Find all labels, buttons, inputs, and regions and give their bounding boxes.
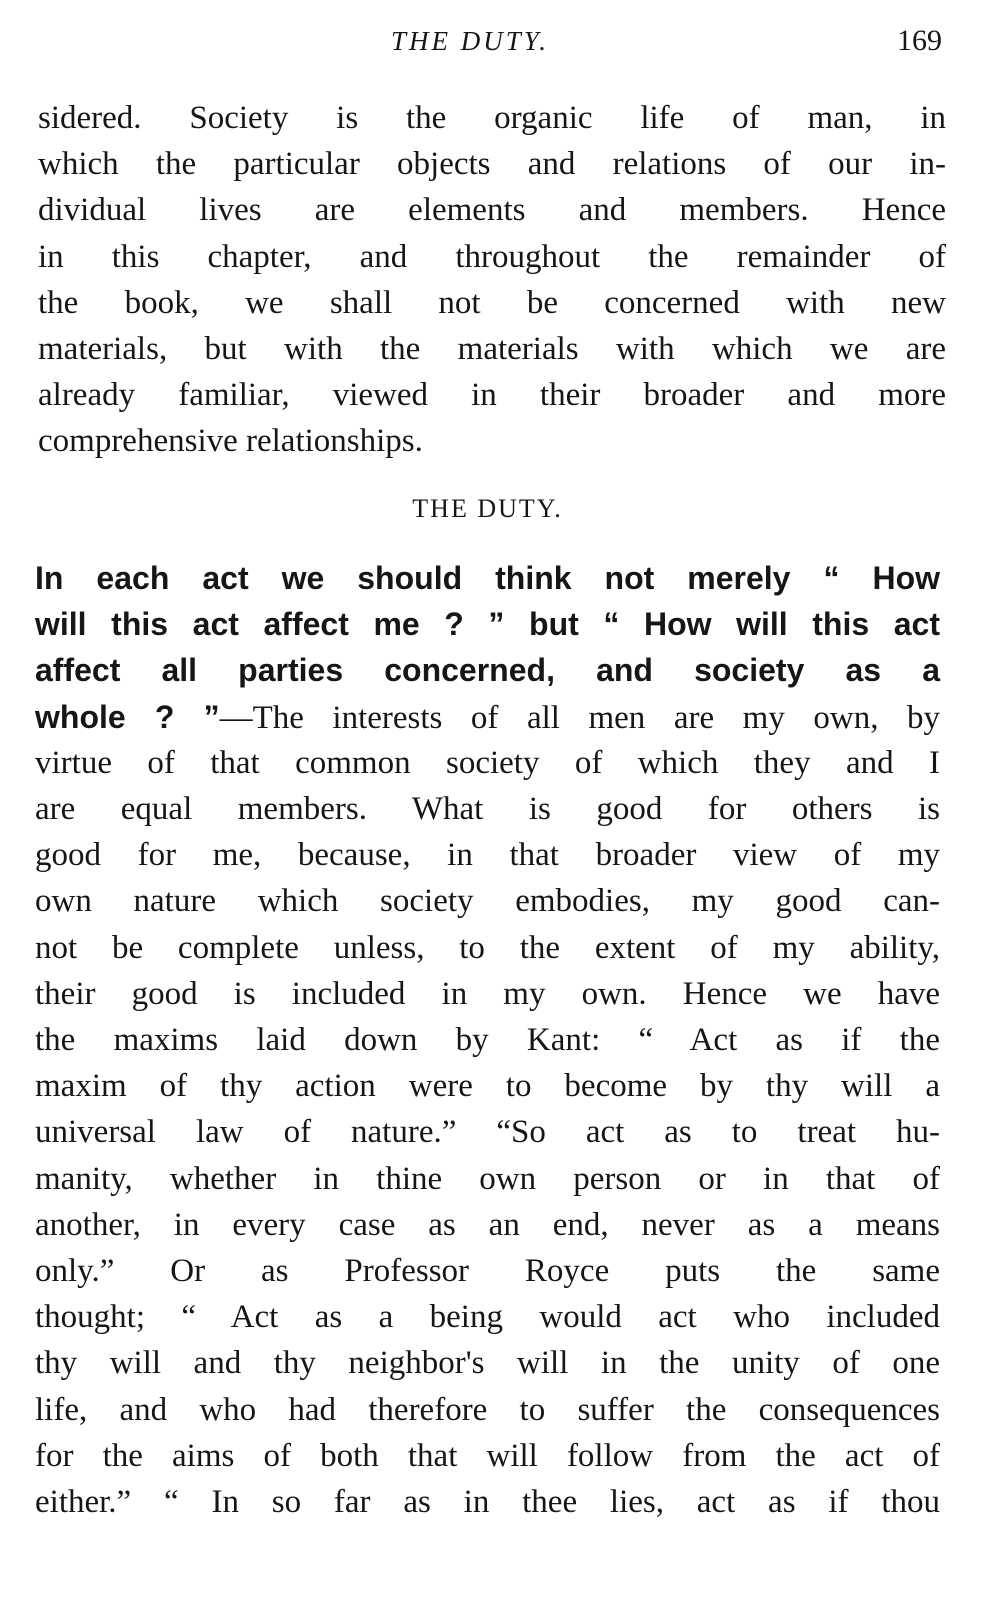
text-line: sidered. Society is the organic life of man, in (38, 100, 946, 136)
text-line: comprehensive relationships. (38, 423, 423, 460)
text-line: dividual lives are elements and members. Hence (38, 192, 946, 229)
text-line: own nature which society embodies, my good can- (35, 883, 940, 920)
section-heading: THE DUTY. (412, 494, 563, 523)
text-run: —The interests of all men are my own, by (219, 699, 940, 736)
bold-run: whole ? ” (35, 698, 220, 735)
text-line: universal law of nature.” “So act as to treat hu- (35, 1114, 940, 1151)
bold-text-line: will this act affect me ? ” but “ How will this act (35, 606, 940, 643)
text-line: maxim of thy action were to become by thy will a (35, 1068, 940, 1105)
text-line: in this chapter, and throughout the remainder of (38, 238, 946, 275)
text-line: good for me, because, in that broader view of my (35, 837, 940, 874)
text-line: thy will and thy neighbor's will in the unity of one (35, 1345, 940, 1382)
text-line: not be complete unless, to the extent of my ability, (35, 929, 940, 966)
text-line: which the particular objects and relations of our in- (38, 146, 946, 183)
text-line: the book, we shall not be concerned with new (38, 284, 946, 321)
page-number: 169 (897, 24, 942, 57)
bold-text-line: In each act we should think not merely “ How (35, 560, 940, 596)
mixed-text-line (35, 694, 940, 740)
text-line: materials, but with the materials with which we are (38, 331, 946, 367)
text-line: either.” “ In so far as in thee lies, act as if thou (35, 1484, 940, 1520)
text-line: another, in every case as an end, never as a means (35, 1206, 940, 1243)
text-line: for the aims of both that will follow from the act of (35, 1437, 940, 1474)
text-line: virtue of that common society of which they and I (35, 744, 940, 781)
text-line: their good is included in my own. Hence we have (35, 975, 940, 1012)
text-line: life, and who had therefore to suffer the consequences (35, 1391, 940, 1428)
text-line: the maxims laid down by Kant: “ Act as if the (35, 1022, 940, 1058)
bold-text-line: affect all parties concerned, and society as a (35, 652, 940, 689)
text-line: already familiar, viewed in their broader and more (38, 377, 946, 414)
text-line: thought; “ Act as a being would act who included (35, 1299, 940, 1336)
text-line: only.” Or as Professor Royce puts the same (35, 1253, 940, 1289)
text-line: manity, whether in thine own person or in that of (35, 1160, 940, 1197)
text-line: are equal members. What is good for others is (35, 791, 940, 827)
running-title: THE DUTY. (390, 26, 550, 56)
